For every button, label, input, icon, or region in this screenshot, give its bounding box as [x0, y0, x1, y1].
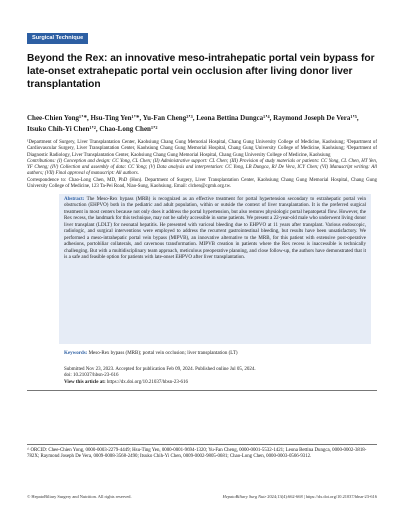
contributions: Contributions: (I) Conception and design: CC Yong, CL Chen; (II) Administrative support: CL Chen; (III) Provision of study materials or patients: CC Yong, CL Chen, HT Yen, YF Cheng; (IV) Collection and assembly of data: CC Yong; (V) Data analysis and interpretation: CC Yong, LB Dungca, RJ De Vera, ICY Chen; (VI) Manuscript writing: All authors; (VII) Final approval of manuscript: All authors. [27, 158, 377, 177]
abstract-text: The Meso-Rex bypass (MRB) is recognized as an effective treatment for portal hypertension secondary to extrahepatic portal vein obstruction (EHPVO) both in the pediatric and adult population, within or outside the context of liver transplantation. It is the preferred surgical treatment in most centers because not only does it address the portal hypertension, but also restores physiologic portal hepatopetal flow. However, the Rex recess, the landmark for this technique, may not be safely accessible in some patients. We present a 22-year-old male who underwent living donor liver transplant (LDLT) for neonatal hepatitis. He presented with variceal bleeding due to EHPVO at 11 years after transplant. Various endoscopic, radiologic, and surgical interventions were employed to address the recurrent gastrointestinal bleeding, but results have been unsatisfactory. We performed a meso-intrahepatic portal vein bypass (MIPVB), an innovative alternative to the MRB, for this patient with extensive post-operative adhesions, portobiliar collaterals, and cavernous transformation. MIPVB creation in patients where the Rex recess is inaccessible is technically challenging. But with a multidisciplinary team approach, meticulous preoperative planning, and close follow-up, the authors have demonstrated that it is a safe and feasible option for patients with late-onset EHPVO after liver transplantation. [64, 197, 366, 261]
orcid-note: ^ ORCID: Chee-Chien Yong, 0000-0003-2279-4449; Hsu-Ting Yen, 0000-0001-9694-1320; Yu-Fan Cheng, 0000-0001-5532-1421; Leona Bettina Dungca, 0000-0002-3818-782X; Raymond Joseph De Vera, 0009-0008-3568-2490; Itsuko Chih-Yi Chen, 0009-0002-9805-0681; Chao-Long Chen, 0000-0003-0566-9312. [27, 448, 367, 460]
keywords-label: Keywords: [64, 351, 88, 356]
citation-details: 2024;13(4):662-668 | https://dx.doi.org/10.21037/hbsn-23-616 [267, 494, 377, 499]
submitted-line: Submitted Nov 23, 2023. Accepted for publication Feb 09, 2024. Published online Jul 05, 2024. [64, 367, 256, 372]
correspondence: Correspondence to: Chao-Long Chen, MD, PhD (Hon). Department of Surgery, Liver Transplantation Center, Kaohsiung Chang Gung Memorial Hospital, Chang Gung University College of Medicine, 123 Ta-Pei Road, Niao-Sung, Kaohsiung. Email: clchen@cgmh.org.tw. [27, 177, 377, 190]
divider-orcid [27, 444, 377, 445]
copyright: © HepatoBiliary Surgery and Nutrition. All rights reserved. [27, 494, 132, 499]
section-tag: Surgical Technique [27, 33, 88, 44]
author-list: Chee-Chien Yong¹ʼ*, Hsu-Ting Yen¹ʼ*, Yu-Fan Cheng²ʼ³, Leona Bettina Dungca¹ʼ⁴, Raymond Joseph De Vera¹ʼ⁵, Itsuko Chih-Yi Chen¹ʼ², Chao-Long Chen¹ʼ² [27, 114, 359, 133]
journal-citation [223, 494, 377, 500]
abstract [64, 197, 366, 262]
divider-top [27, 390, 377, 391]
affiliations: ¹Department of Surgery, Liver Transplantation Center, Kaohsiung Chang Gung Memorial Hospital, Chang Gung University College of Medicine, Kaohsiung; ²Department of Cardiovascular Surgery, Liver Transplantation Center, Kaohsiung Chang Gung Memorial Hospital, Chang Gung University College of Medicine, Kaohsiung; ³Department of Diagnostic Radiology, Liver Transplantation Center, Kaohsiung Chang Gung Memorial Hospital, Chang Gung University College of Medicine, Kaohsiung [27, 140, 377, 158]
abstract-label: Abstract: [64, 197, 85, 202]
keywords-text: Meso-Rex bypass (MRB); portal vein occlusion; liver transplantation (LT) [88, 351, 238, 356]
view-article-line [64, 380, 366, 386]
article-title: Beyond the Rex: an innovative meso-intrahepatic portal vein bypass for late-onset extrahepatic portal vein occlusion after living donor liver transplantation [27, 53, 375, 91]
doi-line: doi: 10.21037/hbsn-23-616 [64, 373, 119, 379]
view-article-label: View this article at: [64, 379, 106, 385]
affiliations-block [27, 140, 377, 190]
journal-name: HepatoBiliary Surg Nutr [222, 494, 267, 499]
publication-dates [64, 367, 366, 386]
view-article-link[interactable]: https://dx.doi.org/10.21037/hbsn-23-616 [106, 379, 189, 385]
keywords [64, 351, 366, 357]
